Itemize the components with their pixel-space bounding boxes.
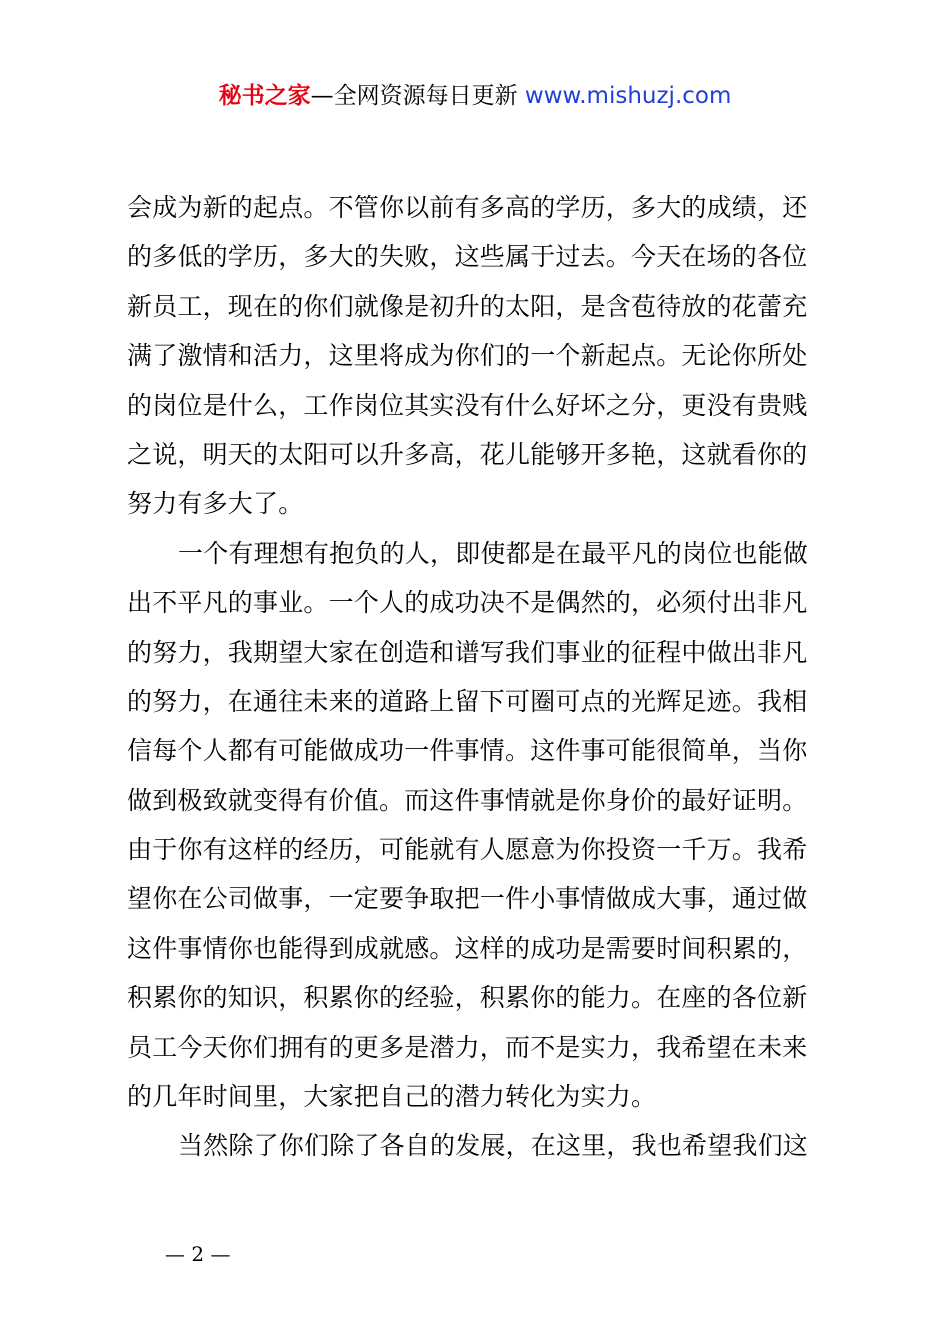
paragraph-start-line: 一个有理想有抱负的人，即使都是在最平凡的岗位也能做 <box>178 538 809 568</box>
text-line: 满了激情和活力，这里将成为你们的一个新起点。无论你所处 <box>127 341 808 371</box>
text-line: 这件事情你也能得到成就感。这样的成功是需要时间积累的， <box>127 933 808 963</box>
document-body <box>127 183 837 1171</box>
text-line: 的几年时间里，大家把自己的潜力转化为实力。 <box>127 1082 657 1112</box>
site-tagline: —全网资源每日更新 <box>310 83 525 109</box>
site-header <box>0 80 950 112</box>
text-line: 之说，明天的太阳可以升多高，花儿能够开多艳，这就看你的 <box>127 439 808 469</box>
text-line: 的多低的学历，多大的失败，这些属于过去。今天在场的各位 <box>127 242 808 272</box>
page-number: — 2 — <box>165 1242 231 1266</box>
paragraph-start-line: 当然除了你们除了各自的发展，在这里，我也希望我们这 <box>178 1131 809 1161</box>
text-line: 积累你的知识，积累你的经验，积累你的能力。在座的各位新 <box>127 983 808 1013</box>
text-line: 由于你有这样的经历，可能就有人愿意为你投资一千万。我希 <box>127 835 808 865</box>
text-line: 的岗位是什么，工作岗位其实没有什么好坏之分，更没有贵贱 <box>127 390 808 420</box>
text-line: 的努力，我期望大家在创造和谱写我们事业的征程中做出非凡 <box>127 637 808 667</box>
text-line: 做到极致就变得有价值。而这件事情就是你身价的最好证明。 <box>127 785 808 815</box>
text-line: 出不平凡的事业。一个人的成功决不是偶然的，必须付出非凡 <box>127 588 808 618</box>
text-line: 新员工，现在的你们就像是初升的太阳，是含苞待放的花蕾充 <box>127 291 808 321</box>
text-line: 的努力，在通往未来的道路上留下可圈可点的光辉足迹。我相 <box>127 686 808 716</box>
text-line: 努力有多大了。 <box>127 489 304 519</box>
site-url-link[interactable]: www.mishuzj.com <box>524 83 732 109</box>
text-line: 信每个人都有可能做成功一件事情。这件事可能很简单，当你 <box>127 736 808 766</box>
text-line: 会成为新的起点。不管你以前有多高的学历，多大的成绩，还 <box>127 193 808 222</box>
text-line: 望你在公司做事，一定要争取把一件小事情做成大事，通过做 <box>127 884 808 914</box>
text-line: 员工今天你们拥有的更多是潜力，而不是实力，我希望在未来 <box>127 1032 808 1062</box>
site-brand: 秘书之家 <box>218 83 311 109</box>
